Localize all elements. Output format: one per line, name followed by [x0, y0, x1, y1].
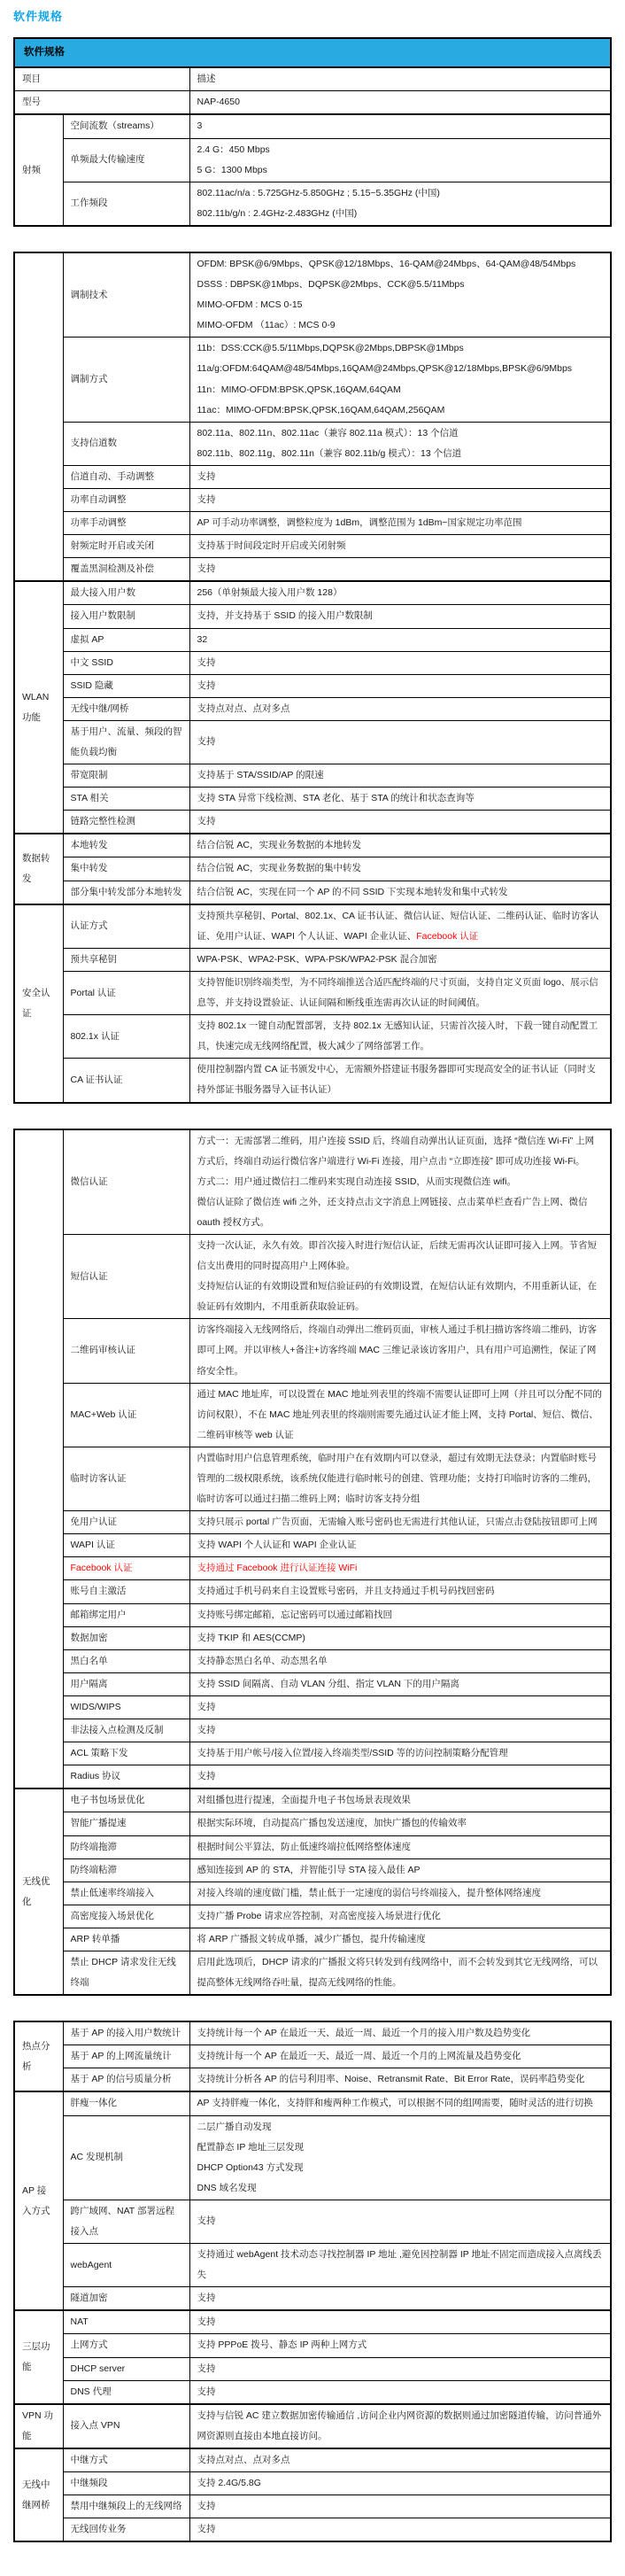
spec-item-cell: 非法接入点检测及反制 — [63, 1719, 189, 1742]
spec-item-cell: 高密度接入场景优化 — [63, 1905, 189, 1928]
spec-table-auth-optimization — [13, 1129, 612, 1997]
spec-desc-line: 32 — [197, 633, 208, 645]
spec-desc-cell — [189, 1511, 611, 1534]
spec-desc-cell — [189, 1765, 611, 1789]
spec-desc-line: 支持基于用户帐号/接入位置/接入终端类型/SSID 等的访问控制策略分配管理 — [197, 1748, 508, 1759]
spec-desc-line: DNS 域名发现 — [197, 2182, 257, 2193]
spec-desc-line: 描述 — [197, 74, 216, 85]
spec-item-cell: Facebook 认证 — [63, 1557, 189, 1580]
spec-desc-line: 支持 — [197, 2524, 216, 2535]
spec-desc-cell — [189, 512, 611, 535]
spec-desc-line: 支持 — [197, 470, 216, 482]
spec-desc-cell — [189, 1059, 611, 1103]
spec-desc-cell — [189, 2448, 611, 2472]
spec-desc-cell — [189, 811, 611, 834]
spec-table-auth-optimization-body — [14, 1129, 611, 1996]
spec-item-cell: 跨广域网、NAT 部署远程接入点 — [63, 2200, 189, 2243]
spec-desc-line: 支持统计每一个 AP 在最近一天、最近一周、最近一个月的接入用户数及趋势变化 — [197, 2028, 531, 2039]
spec-item-cell: 调制方式 — [63, 338, 189, 422]
spec-item-cell: SSID 隐藏 — [63, 674, 189, 697]
spec-desc-cell — [189, 465, 611, 488]
spec-desc-line: 支持 — [197, 1771, 216, 1782]
spec-desc-line: 支持智能识别终端类型，为不同终端推送合适匹配终端的尺寸页面，支持自定义页面 logo、展示信息等，并支持设置验证、认证间隔和断线重连需再次认证的时间阈值。 — [197, 976, 598, 1009]
spec-desc-line: 配置静态 IP 地址三层发现 — [197, 2141, 305, 2153]
spec-desc-line: 支持 — [197, 1725, 216, 1736]
spec-desc-cell — [189, 1719, 611, 1742]
spec-desc-line: 802.11a、802.11n、802.11ac（兼容 802.11a 模式）：13 个信道 — [197, 427, 459, 438]
spec-desc-cell — [189, 2244, 611, 2287]
spec-desc-cell — [189, 2380, 611, 2404]
spec-item-cell: 数据加密 — [63, 1626, 189, 1649]
spec-item-cell: AC 发现机制 — [63, 2115, 189, 2200]
spec-item-cell: 防终端拖滞 — [63, 1835, 189, 1858]
spec-desc-line: 支持 — [197, 2316, 216, 2328]
spec-desc-line: 支持 PPPoE 拨号、静态 IP 两种上网方式 — [197, 2339, 367, 2351]
spec-item-cell: 禁止 DHCP 请求发往无线终端 — [63, 1951, 189, 1995]
spec-item-cell: 接入用户数限制 — [63, 605, 189, 628]
spec-desc-line: 支持通过 Facebook 进行认证连接 WiFi — [197, 1563, 358, 1574]
spec-desc-cell — [189, 1835, 611, 1858]
spec-desc-line: 支持 TKIP 和 AES(CCMP) — [197, 1632, 305, 1643]
spec-group-cell: 无线中继网桥 — [14, 2448, 63, 2541]
spec-item-cell: 智能广播提速 — [63, 1812, 189, 1835]
spec-group-cell: 射频 — [14, 114, 63, 225]
spec-item-cell: 虚拟 AP — [63, 628, 189, 651]
spec-desc-line: 支持 — [197, 493, 216, 505]
spec-desc-line: 支持通过 webAgent 技术动态寻找控制器 IP 地址 ,避免因控制器 IP 地址不固定而造成接入点离线丢失 — [197, 2249, 602, 2281]
spec-desc-cell — [189, 2068, 611, 2092]
spec-desc-cell — [189, 1928, 611, 1951]
spec-desc-cell — [189, 91, 611, 115]
spec-item-cell: 电子书包场景优化 — [63, 1788, 189, 1812]
spec-desc-cell — [189, 948, 611, 971]
spec-desc-line: 根据实际环境，自动提高广播包发送速度，加快广播包的传输效率 — [197, 1818, 467, 1829]
spec-desc-line: 结合信锐 AC，实现业务数据的集中转发 — [197, 863, 362, 874]
spec-desc-cell — [189, 1672, 611, 1695]
spec-desc-line: 启用此选项后，DHCP 请求的广播报文将只转发到有线网络中，而不会转发到其它无线网络，可以提高整体无线网络吞吐量，提高无线网络的性能。 — [197, 1956, 598, 1989]
spec-desc-cell — [189, 1858, 611, 1882]
spec-desc-cell — [189, 1649, 611, 1672]
spec-desc-line: 支持通过手机号码来自主设置账号密码，并且支持通过手机号码找回密码 — [197, 1586, 495, 1597]
spec-item-cell: MAC+Web 认证 — [63, 1383, 189, 1447]
spec-item-cell: STA 相关 — [63, 788, 189, 811]
spec-desc-line: 支持点对点、点对多点 — [197, 2454, 290, 2465]
spec-desc-line: 支持短信认证的有效期设置和短信验证码的有效期设置，在短信认证有效期内，不用重新认证，在验证码有效期内，不用重新获取验证码。 — [197, 1281, 597, 1313]
spec-item-cell: 带宽限制 — [63, 764, 189, 788]
spec-desc-cell — [189, 1788, 611, 1812]
spec-desc-cell — [189, 2334, 611, 2357]
spec-item-cell: 单频最大传输速度 — [63, 138, 189, 182]
spec-group-cell: WLAN 功能 — [14, 581, 63, 834]
spec-item-cell: 最大接入用户数 — [63, 581, 189, 605]
page-title: 软件规格 — [13, 10, 64, 23]
spec-desc-line: WPA-PSK、WPA2-PSK、WPA-PSK/WPA2-PSK 混合加密 — [197, 953, 437, 965]
spec-item-cell: 中文 SSID — [63, 651, 189, 674]
spec-desc-line: 将 ARP 广播报文转成单播，减少广播包，提升传输速度 — [197, 1933, 426, 1944]
spec-desc-line: 结合信锐 AC，实现业务数据的本地转发 — [197, 840, 362, 851]
spec-item-cell: 空间流数（streams） — [63, 114, 189, 138]
spec-desc-line: 支持 WAPI 个人认证和 WAPI 企业认证 — [197, 1540, 357, 1551]
spec-desc-line: 支持统计每一个 AP 在最近一天、最近一周、最近一个月的上网流量及趋势变化 — [197, 2051, 521, 2062]
spec-item-cell: 用户隔离 — [63, 1672, 189, 1695]
spec-item-cell: 无线回传业务 — [63, 2518, 189, 2542]
spec-desc-line: 支持，并支持基于 SSID 的接入用户数限制 — [197, 610, 373, 622]
spec-desc-line: DSSS : DBPSK@1Mbps、DQPSK@2Mbps、CCK@5.5/11Mbps — [197, 279, 465, 291]
spec-item-cell: CA 证书认证 — [63, 1059, 189, 1103]
spec-desc-line: 支持 SSID 间隔离、自动 VLAN 分组、指定 VLAN 下的用户隔离 — [197, 1678, 459, 1689]
table-header-cell: 软件规格 — [14, 38, 611, 67]
spec-item-cell: 防终端粘滞 — [63, 1858, 189, 1882]
spec-desc-cell — [189, 1534, 611, 1557]
spec-item-cell: 禁用中继频段上的无线网络 — [63, 2495, 189, 2518]
spec-desc-line: 使用控制器内置 CA 证书颁发中心，无需额外搭建证书服务器即可实现高安全的证书认证（同时支持外部证书服务器导入证书认证） — [197, 1064, 596, 1096]
spec-item-cell: WIDS/WIPS — [63, 1695, 189, 1719]
spec-desc-cell — [189, 764, 611, 788]
spec-desc-cell — [189, 1905, 611, 1928]
spec-desc-line: 5 G：1300 Mbps — [197, 164, 267, 175]
spec-desc-cell — [189, 581, 611, 605]
spec-desc-line: 方式一：无需部署二维码，用户连接 SSID 后，终端自动弹出认证页面，选择 “微信连 Wi-Fi” 上网方式后，终端自动运行微信客户端进行 Wi-Fi 连接，用户点击 “立即连接” 即可成功连接 Wi-Fi。 — [197, 1135, 595, 1167]
spec-item-cell: 中继方式 — [63, 2448, 189, 2472]
spec-item-cell: 调制技术 — [63, 252, 189, 338]
spec-desc-cell — [189, 1557, 611, 1580]
spec-item-cell: 账号自主激活 — [63, 1580, 189, 1603]
spec-desc-line: 支持 — [197, 2293, 216, 2304]
spec-item-cell: 临时访客认证 — [63, 1447, 189, 1510]
spec-desc-line: MIMO-OFDM （11ac）: MCS 0-9 — [197, 320, 336, 331]
spec-desc-cell — [189, 2404, 611, 2448]
spec-desc-cell — [189, 252, 611, 338]
spec-desc-line: 通过 MAC 地址库，可以设置在 MAC 地址列表里的终端不需要认证即可上网（并且可以分配不同的访问权限），不在 MAC 地址列表里的终端则需要先通过认证才能上网，支持 Portal、短信、微信、二维码审核等 web 认证 — [197, 1388, 602, 1440]
spec-desc-cell — [189, 1319, 611, 1383]
spec-item-cell: webAgent — [63, 2244, 189, 2287]
spec-item-cell: 支持信道数 — [63, 422, 189, 465]
spec-item-cell: DNS 代理 — [63, 2380, 189, 2404]
spec-desc-line: 微信认证除了微信连 wifi 之外，还支持点击文字消息上网链接、点击菜单栏查看广告上网、微信 oauth 授权方式。 — [197, 1196, 588, 1228]
spec-item-cell: 部分集中转发部分本地转发 — [63, 881, 189, 904]
spec-item-cell: ARP 转单播 — [63, 1928, 189, 1951]
spec-item-cell: 型号 — [14, 91, 189, 115]
spec-item-cell: 本地转发 — [63, 834, 189, 857]
spec-item-cell: 基于 AP 的接入用户数统计 — [63, 2021, 189, 2045]
spec-item-cell: 认证方式 — [63, 904, 189, 949]
spec-item-cell: 无线中继/网桥 — [63, 697, 189, 720]
spec-desc-line: 11n：MIMO-OFDM:BPSK,QPSK,16QAM,64QAM — [197, 384, 401, 395]
spec-item-cell: 预共享秘钥 — [63, 948, 189, 971]
spec-group-cell: 无线优化 — [14, 1788, 63, 1995]
spec-desc-cell — [189, 788, 611, 811]
spec-desc-line: 支持 802.1x 一键自动配置部署，支持 802.1x 无感知认证，只需首次接入时，下载一键自动配置工具，快速完成无线网络配置，极大减少了网络部署工作。 — [197, 1020, 598, 1052]
spec-item-cell: 覆盖黑洞检测及补偿 — [63, 558, 189, 582]
spec-group-cell: 三层功能 — [14, 2310, 63, 2403]
spec-desc-line: 支持 — [197, 2501, 216, 2512]
spec-desc-cell — [189, 1447, 611, 1510]
spec-item-cell: 禁止低速率终端接入 — [63, 1882, 189, 1905]
spec-desc-line: 对组播包进行提速，全面提升电子书包场景表现效果 — [197, 1795, 411, 1806]
spec-desc-cell — [189, 1742, 611, 1765]
spec-desc-cell — [189, 338, 611, 422]
spec-item-cell: 802.1x 认证 — [63, 1015, 189, 1059]
spec-item-cell: 信道自动、手动调整 — [63, 465, 189, 488]
spec-desc-line: 支持一次认证，永久有效。即首次接入时进行短信认证，后续无需再次认证即可接入上网。节省短信支出费用的同时提高用户上网体验。 — [197, 1239, 597, 1272]
spec-item-cell: 黑白名单 — [63, 1649, 189, 1672]
spec-desc-cell — [189, 2115, 611, 2200]
spec-item-cell: 短信认证 — [63, 1234, 189, 1318]
spec-desc-cell — [189, 720, 611, 764]
spec-desc-line: 802.11b、802.11g、802.11n（兼容 802.11b/g 模式）：13 个信道 — [197, 447, 462, 459]
spec-desc-cell — [189, 182, 611, 226]
spec-item-cell: 功率自动调整 — [63, 488, 189, 511]
spec-desc-line: 支持 — [197, 2363, 216, 2374]
spec-item-cell: 链路完整性检测 — [63, 811, 189, 834]
spec-table-overview — [13, 37, 612, 227]
spec-desc-cell — [189, 114, 611, 138]
spec-item-cell: 二维码审核认证 — [63, 1319, 189, 1383]
spec-item-cell: DHCP server — [63, 2357, 189, 2380]
spec-desc-line: 支持基于 STA/SSID/AP 的限速 — [197, 770, 324, 781]
spec-desc-line: 感知连接到 AP 的 STA，并智能引导 STA 接入最佳 AP — [197, 1864, 421, 1875]
spec-table-overview-body — [14, 38, 611, 226]
spec-desc-cell — [189, 971, 611, 1014]
spec-desc-line: 支持静态黑白名单、动态黑名单 — [197, 1655, 328, 1666]
spec-desc-line: 支持 — [197, 2386, 216, 2397]
spec-item-cell: ACL 策略下发 — [63, 1742, 189, 1765]
spec-desc-cell — [189, 2472, 611, 2495]
spec-desc-cell — [189, 1626, 611, 1649]
spec-item-cell: 项目 — [14, 67, 189, 91]
spec-desc-line: 支持预共享秘钥、Portal、802.1x、CA 证书认证、微信认证、短信认证、二维码认证、临时访客认证、免用户认证、WAPI 个人认证、WAPI 企业认证、Facebook 认证 — [197, 910, 599, 942]
spec-desc-cell — [189, 1383, 611, 1447]
spec-desc-cell — [189, 2310, 611, 2334]
spec-desc-line: 根据时间公平算法，防止低速终端拉低网络整体速度 — [197, 1841, 411, 1852]
spec-desc-line: 支持 — [197, 679, 216, 691]
spec-desc-cell — [189, 558, 611, 582]
spec-item-cell: Radius 协议 — [63, 1765, 189, 1789]
spec-desc-cell — [189, 651, 611, 674]
spec-group-cell: 安全认证 — [14, 904, 63, 1103]
spec-desc-line: 支持只展示 portal 广告页面，无需输入账号密码也无需进行其他认证，只需点击登陆按钮即可上网 — [197, 1517, 598, 1528]
spec-desc-line: 支持 — [197, 1701, 216, 1712]
spec-desc-cell — [189, 2357, 611, 2380]
spec-desc-cell — [189, 1580, 611, 1603]
spec-desc-line: AP 支持胖瘦一体化，支持胖和瘦两种工作模式，可以根据不同的组网需要，随时灵活的进行切换 — [197, 2098, 593, 2109]
spec-desc-cell — [189, 834, 611, 857]
spec-desc-line: 11ac：MIMO-OFDM:BPSK,QPSK,16QAM,64QAM,256QAM — [197, 404, 445, 415]
spec-group-cell: AP 接入方式 — [14, 2091, 63, 2310]
spec-desc-cell — [189, 2287, 611, 2311]
spec-table-rf-wlan-security-body — [14, 252, 611, 1103]
spec-desc-line: 结合信锐 AC，实现在同一个 AP 的不同 SSID 下实现本地转发和集中式转发 — [197, 886, 508, 897]
spec-desc-line: 支持广播 Probe 请求应答控制，对高密度接入场景进行优化 — [197, 1910, 441, 1921]
spec-desc-cell — [189, 1882, 611, 1905]
spec-item-cell: 接入点 VPN — [63, 2404, 189, 2448]
spec-desc-line: NAP-4650 — [197, 97, 240, 108]
spec-desc-line: 支持基于时间段定时开启或关闭射频 — [197, 540, 346, 552]
spec-group-cell: 热点分析 — [14, 2021, 63, 2091]
spec-desc-line: 支持 — [197, 656, 216, 668]
spec-desc-line: 支持点对点、点对多点 — [197, 702, 290, 714]
spec-desc-cell — [189, 67, 611, 91]
spec-desc-cell — [189, 674, 611, 697]
spec-table-analysis-network-body — [14, 2021, 611, 2541]
spec-item-cell: 隧道加密 — [63, 2287, 189, 2311]
spec-desc-cell — [189, 1603, 611, 1626]
spec-desc-line: 2.4 G：450 Mbps — [197, 144, 270, 155]
spec-desc-line: 支持账号绑定邮箱，忘记密码可以通过邮箱找回 — [197, 1609, 392, 1620]
spec-group-cell — [14, 252, 63, 581]
spec-desc-cell — [189, 697, 611, 720]
spec-desc-line: MIMO-OFDM : MCS 0-15 — [197, 299, 303, 311]
spec-desc-cell — [189, 1234, 611, 1318]
spec-desc-line: 256（单射频最大接入用户数 128） — [197, 587, 343, 599]
spec-item-cell: 免用户认证 — [63, 1511, 189, 1534]
spec-item-cell: 胖瘦一体化 — [63, 2091, 189, 2115]
spec-desc-line: 内置临时用户信息管理系统，临时用户在有效期内可以登录，超过有效期无法登录；内置临时账号管理的二级权限系统，该系统仅能进行临时帐号的创建、管理功能；支持打印临时访客的二维码，临时访客可以通过扫描二维码上网；临时访客支持分组 — [197, 1452, 597, 1505]
spec-desc-cell — [189, 904, 611, 949]
spec-desc-line: 3 — [197, 120, 203, 132]
spec-desc-line: 支持 STA 异常下线检测、STA 老化、基于 STA 的统计和状态查询等 — [197, 793, 475, 804]
spec-item-cell: Portal 认证 — [63, 971, 189, 1014]
spec-item-cell: WAPI 认证 — [63, 1534, 189, 1557]
spec-desc-cell — [189, 2495, 611, 2518]
spec-desc-cell — [189, 1695, 611, 1719]
spec-desc-cell — [189, 2200, 611, 2243]
spec-item-cell: 基于 AP 的上网流量统计 — [63, 2045, 189, 2068]
spec-item-cell: 功率手动调整 — [63, 512, 189, 535]
spec-item-cell: 基于用户、流量、频段的智能负载均衡 — [63, 720, 189, 764]
spec-desc-line: 11b：DSS:CCK@5.5/11Mbps,DQPSK@2Mbps,DBPSK@1Mbps — [197, 343, 464, 354]
spec-desc-line: 二层广播自动发现 — [197, 2121, 272, 2132]
spec-desc-line: 支持 — [197, 563, 216, 575]
spec-desc-cell — [189, 628, 611, 651]
spec-desc-cell — [189, 1951, 611, 1995]
spec-table-rf-wlan-security — [13, 252, 612, 1104]
spec-desc-line: 支持统计分析各 AP 的信号利用率、Noise、Retransmit Rate、Bit Error Rate，误码率趋势变化 — [197, 2074, 585, 2085]
spec-item-cell: 射频定时开启或关闭 — [63, 535, 189, 558]
spec-desc-line: 支持 — [197, 2215, 216, 2227]
spec-desc-cell — [189, 138, 611, 182]
spec-desc-line: OFDM: BPSK@6/9Mbps、QPSK@12/18Mbps、16-QAM@24Mbps、64-QAM@48/54Mbps — [197, 258, 576, 269]
spec-desc-cell — [189, 1812, 611, 1835]
spec-item-cell: 中继频段 — [63, 2472, 189, 2495]
spec-item-cell: 集中转发 — [63, 857, 189, 881]
spec-desc-cell — [189, 488, 611, 511]
spec-desc-cell — [189, 422, 611, 465]
spec-desc-cell — [189, 881, 611, 904]
spec-desc-line: AP 可手动功率调整，调整粒度为 1dBm，调整范围为 1dBm~国家规定功率范围 — [197, 517, 522, 529]
spec-desc-cell — [189, 2091, 611, 2115]
spec-group-cell: VPN 功能 — [14, 2404, 63, 2448]
spec-desc-cell — [189, 2045, 611, 2068]
spec-item-cell: 邮箱绑定用户 — [63, 1603, 189, 1626]
spec-desc-cell — [189, 2518, 611, 2542]
spec-desc-line: 11a/g:OFDM:64QAM@48/54Mbps,16QAM@24Mbps,QPSK@12/18Mbps,BPSK@6/9Mbps — [197, 363, 573, 375]
spec-desc-line: 访客终端接入无线网络后，终端自动弹出二维码页面，审核人通过手机扫描访客终端二维码，访客即可上网。并以审核人+备注+访客终端 MAC 三维记录该访客用户，具有用户可追溯性，保证了网络安全性。 — [197, 1324, 597, 1377]
spec-item-cell: 微信认证 — [63, 1129, 189, 1235]
spec-desc-line: 支持与信锐 AC 建立数据加密传输通信 ,访问企业内网资源的数据则通过加密隧道传输，访问普通外网资源则直接由本地直接访问。 — [197, 2409, 602, 2441]
spec-desc-cell — [189, 605, 611, 628]
spec-group-cell: 数据转发 — [14, 834, 63, 904]
spec-desc-cell — [189, 857, 611, 881]
spec-desc-cell — [189, 2021, 611, 2045]
spec-desc-cell — [189, 1129, 611, 1235]
spec-desc-line: DHCP Option43 方式发现 — [197, 2161, 304, 2173]
spec-item-cell: NAT — [63, 2310, 189, 2334]
spec-desc-cell — [189, 535, 611, 558]
spec-table-analysis-network — [13, 2021, 612, 2542]
spec-desc-line: 对接入终端的速度做门槛，禁止低于一定速度的弱信号终端接入，提升整体网络速度 — [197, 1887, 541, 1898]
spec-item-cell: 工作频段 — [63, 182, 189, 226]
spec-desc-cell — [189, 1015, 611, 1059]
spec-item-cell: 上网方式 — [63, 2334, 189, 2357]
spec-group-cell — [14, 1129, 63, 1789]
spec-desc-line: 支持 2.4G/5.8G — [197, 2478, 261, 2489]
spec-desc-line: 支持 — [197, 736, 216, 748]
spec-desc-line: 802.11b/g/n : 2.4GHz-2.483GHz (中国) — [197, 207, 358, 219]
spec-desc-line: 802.11ac/n/a : 5.725GHz-5.850GHz ; 5.15~5.35GHz (中国) — [197, 187, 440, 198]
spec-item-cell: 基于 AP 的信号质量分析 — [63, 2068, 189, 2092]
spec-desc-line: 支持 — [197, 816, 216, 827]
spec-desc-line: 方式二：用户通过微信扫二维码来实现自动连接 SSID，从而实现微信连 wifi。 — [197, 1175, 517, 1187]
